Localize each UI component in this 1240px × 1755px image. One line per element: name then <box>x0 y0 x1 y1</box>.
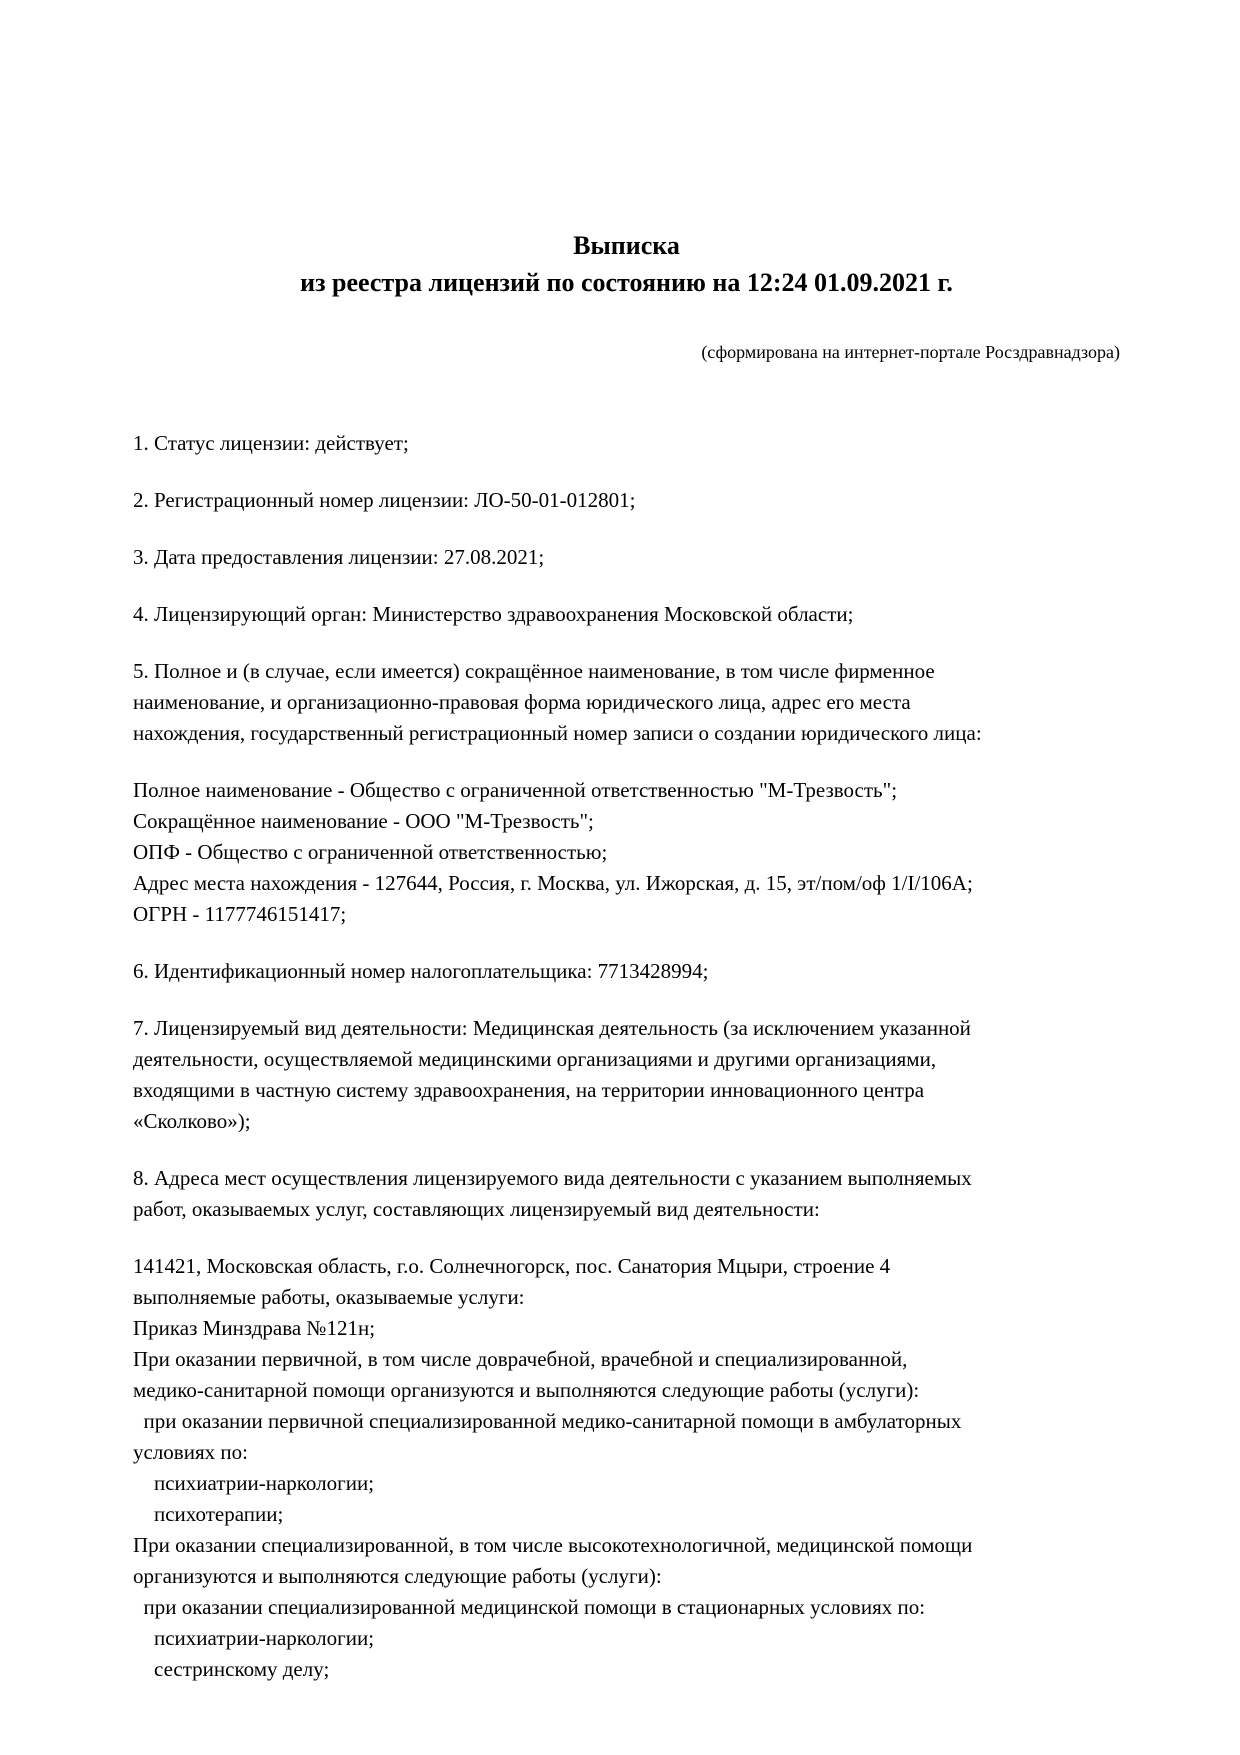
text-line: организуются и выполняются следующие работы (услуги): <box>133 1564 662 1588</box>
paragraph-taxpayer-id <box>133 956 1120 987</box>
paragraph-activity-address-details <box>133 1251 1120 1685</box>
text-line: психиатрии-наркологии; <box>133 1471 375 1495</box>
text-line: медико-санитарной помощи организуются и выполняются следующие работы (услуги): <box>133 1378 920 1402</box>
text-line: Приказ Минздрава №121н; <box>133 1316 376 1340</box>
text-line: 8. Адреса мест осуществления лицензируемого вида деятельности с указанием выполняемых <box>133 1166 972 1190</box>
paragraph-organization-name-heading <box>133 656 1120 749</box>
document-title: Выписка <box>573 231 680 260</box>
text-line: 1. Статус лицензии: действует; <box>133 431 409 455</box>
text-line: 4. Лицензирующий орган: Министерство здравоохранения Московской области; <box>133 602 854 626</box>
text-line: ОГРН - 1177746151417; <box>133 902 347 926</box>
text-line: При оказании специализированной, в том числе высокотехнологичной, медицинской помощи <box>133 1533 973 1557</box>
text-line: При оказании первичной, в том числе доврачебной, врачебной и специализированной, <box>133 1347 908 1371</box>
paragraph-licensing-authority <box>133 599 1120 630</box>
text-line: 5. Полное и (в случае, если имеется) сокращённое наименование, в том числе фирменное <box>133 659 935 683</box>
text-line: 7. Лицензируемый вид деятельности: Медицинская деятельность (за исключением указанной <box>133 1016 971 1040</box>
text-line: выполняемые работы, оказываемые услуги: <box>133 1285 525 1309</box>
text-line: деятельности, осуществляемой медицинскими организациями и другими организациями, <box>133 1047 937 1071</box>
document-body <box>133 428 1120 1685</box>
text-line: 3. Дата предоставления лицензии: 27.08.2021; <box>133 545 545 569</box>
text-line: психиатрии-наркологии; <box>133 1626 375 1650</box>
text-line: входящими в частную систему здравоохранения, на территории инновационного центра <box>133 1078 925 1102</box>
text-line: Полное наименование - Общество с ограниченной ответственностью "М-Трезвость"; <box>133 778 898 802</box>
text-line: 6. Идентификационный номер налогоплательщика: 7713428994; <box>133 959 709 983</box>
paragraph-organization-details <box>133 775 1120 930</box>
text-line: «Сколково»); <box>133 1109 251 1133</box>
text-line: ОПФ - Общество с ограниченной ответственностью; <box>133 840 608 864</box>
generated-on-portal-note: (сформирована на интернет-портале Росздравнадзора) <box>701 342 1120 362</box>
text-line: Сокращённое наименование - ООО "М-Трезвость"; <box>133 809 594 833</box>
text-line: наименование, и организационно-правовая форма юридического лица, адрес его места <box>133 690 911 714</box>
paragraph-license-status <box>133 428 1120 459</box>
text-line: сестринскому делу; <box>133 1657 330 1681</box>
text-line: 141421, Московская область, г.о. Солнечногорск, пос. Санатория Мцыри, строение 4 <box>133 1254 891 1278</box>
text-line: при оказании специализированной медицинской помощи в стационарных условиях по: <box>133 1595 926 1619</box>
text-line: нахождения, государственный регистрационный номер записи о создании юридического лица: <box>133 721 982 745</box>
paragraph-license-registration-number <box>133 485 1120 516</box>
text-line: при оказании первичной специализированной медико-санитарной помощи в амбулаторных <box>133 1409 962 1433</box>
text-line: работ, оказываемых услуг, составляющих лицензируемый вид деятельности: <box>133 1197 820 1221</box>
text-line: условиях по: <box>133 1440 248 1464</box>
paragraph-license-grant-date <box>133 542 1120 573</box>
paragraph-activity-addresses-heading <box>133 1163 1120 1225</box>
text-line: психотерапии; <box>133 1502 284 1526</box>
text-line: Адрес места нахождения - 127644, Россия, г. Москва, ул. Ижорская, д. 15, эт/пом/оф 1/I/106А; <box>133 871 973 895</box>
document-subtitle: из реестра лицензий по состоянию на 12:24 01.09.2021 г. <box>300 268 953 297</box>
paragraph-licensed-activity-type <box>133 1013 1120 1137</box>
text-line: 2. Регистрационный номер лицензии: ЛО-50-01-012801; <box>133 488 636 512</box>
